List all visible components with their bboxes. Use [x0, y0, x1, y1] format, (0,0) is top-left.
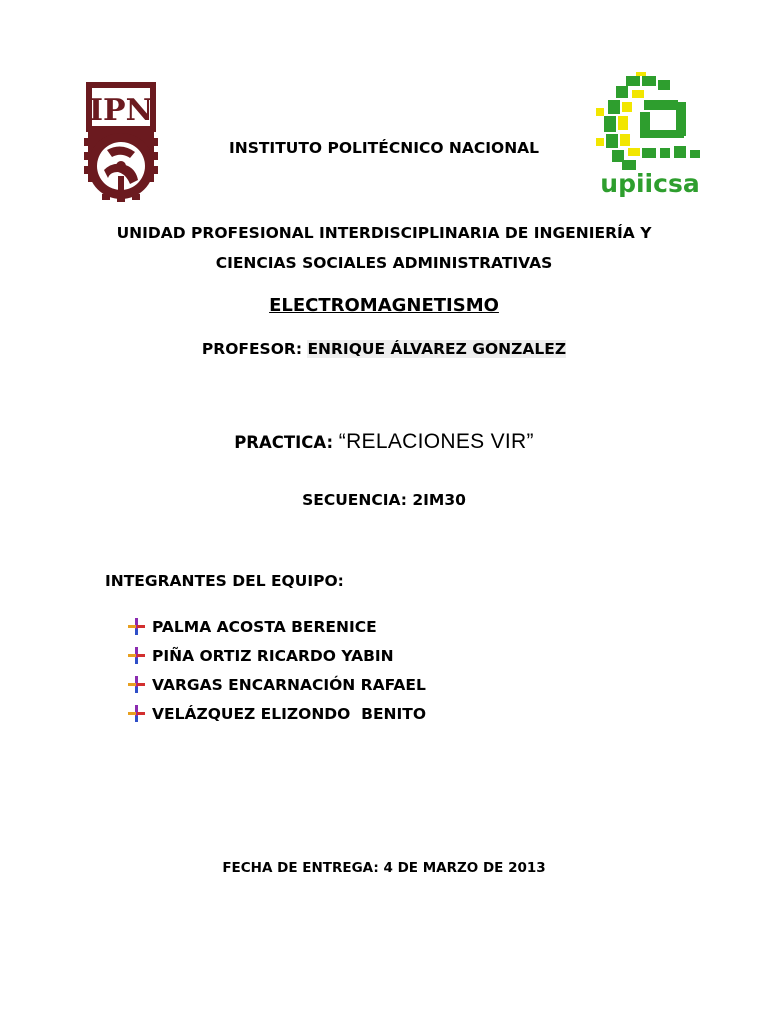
institute-name: INSTITUTO POLITÉCNICO NACIONAL: [228, 139, 540, 157]
member-name: VELÁZQUEZ ELIZONDO BENITO: [152, 704, 427, 723]
professor-line: [0, 340, 768, 358]
list-item: [128, 641, 426, 670]
multicolor-plus-bullet-icon: [128, 647, 145, 664]
unit-name-line-2: CIENCIAS SOCIALES ADMINISTRATIVAS: [215, 254, 553, 272]
practice-label: PRACTICA:: [234, 433, 334, 452]
practice-title: “RELACIONES VIR”: [338, 430, 534, 453]
svg-text:IPN: IPN: [88, 93, 154, 128]
svg-text:upiicsa: upiicsa: [600, 169, 700, 198]
professor-name: ENRIQUE ÁLVAREZ GONZALEZ: [307, 340, 567, 358]
list-item: [128, 699, 426, 728]
upiicsa-logo: [596, 72, 704, 198]
list-item: [128, 612, 426, 641]
practice-line: [0, 430, 768, 454]
sequence-label: SECUENCIA: 2IM30: [302, 491, 466, 509]
list-item: [128, 670, 426, 699]
unit-name-line-1: UNIDAD PROFESIONAL INTERDISCIPLINARIA DE INGENIERÍA Y: [116, 224, 652, 242]
delivery-date: FECHA DE ENTREGA: 4 DE MARZO DE 2013: [222, 860, 546, 876]
multicolor-plus-bullet-icon: [128, 705, 145, 722]
team-members-list: [128, 612, 426, 728]
subject-title: ELECTROMAGNETISMO: [269, 295, 499, 316]
member-name: PALMA ACOSTA BERENICE: [152, 617, 377, 636]
multicolor-plus-bullet-icon: [128, 618, 145, 635]
team-heading: INTEGRANTES DEL EQUIPO:: [105, 572, 344, 590]
member-name: VARGAS ENCARNACIÓN RAFAEL: [152, 675, 426, 694]
multicolor-plus-bullet-icon: [128, 676, 145, 693]
member-name: PIÑA ORTIZ RICARDO YABIN: [152, 646, 394, 665]
professor-label: PROFESOR:: [201, 340, 303, 358]
